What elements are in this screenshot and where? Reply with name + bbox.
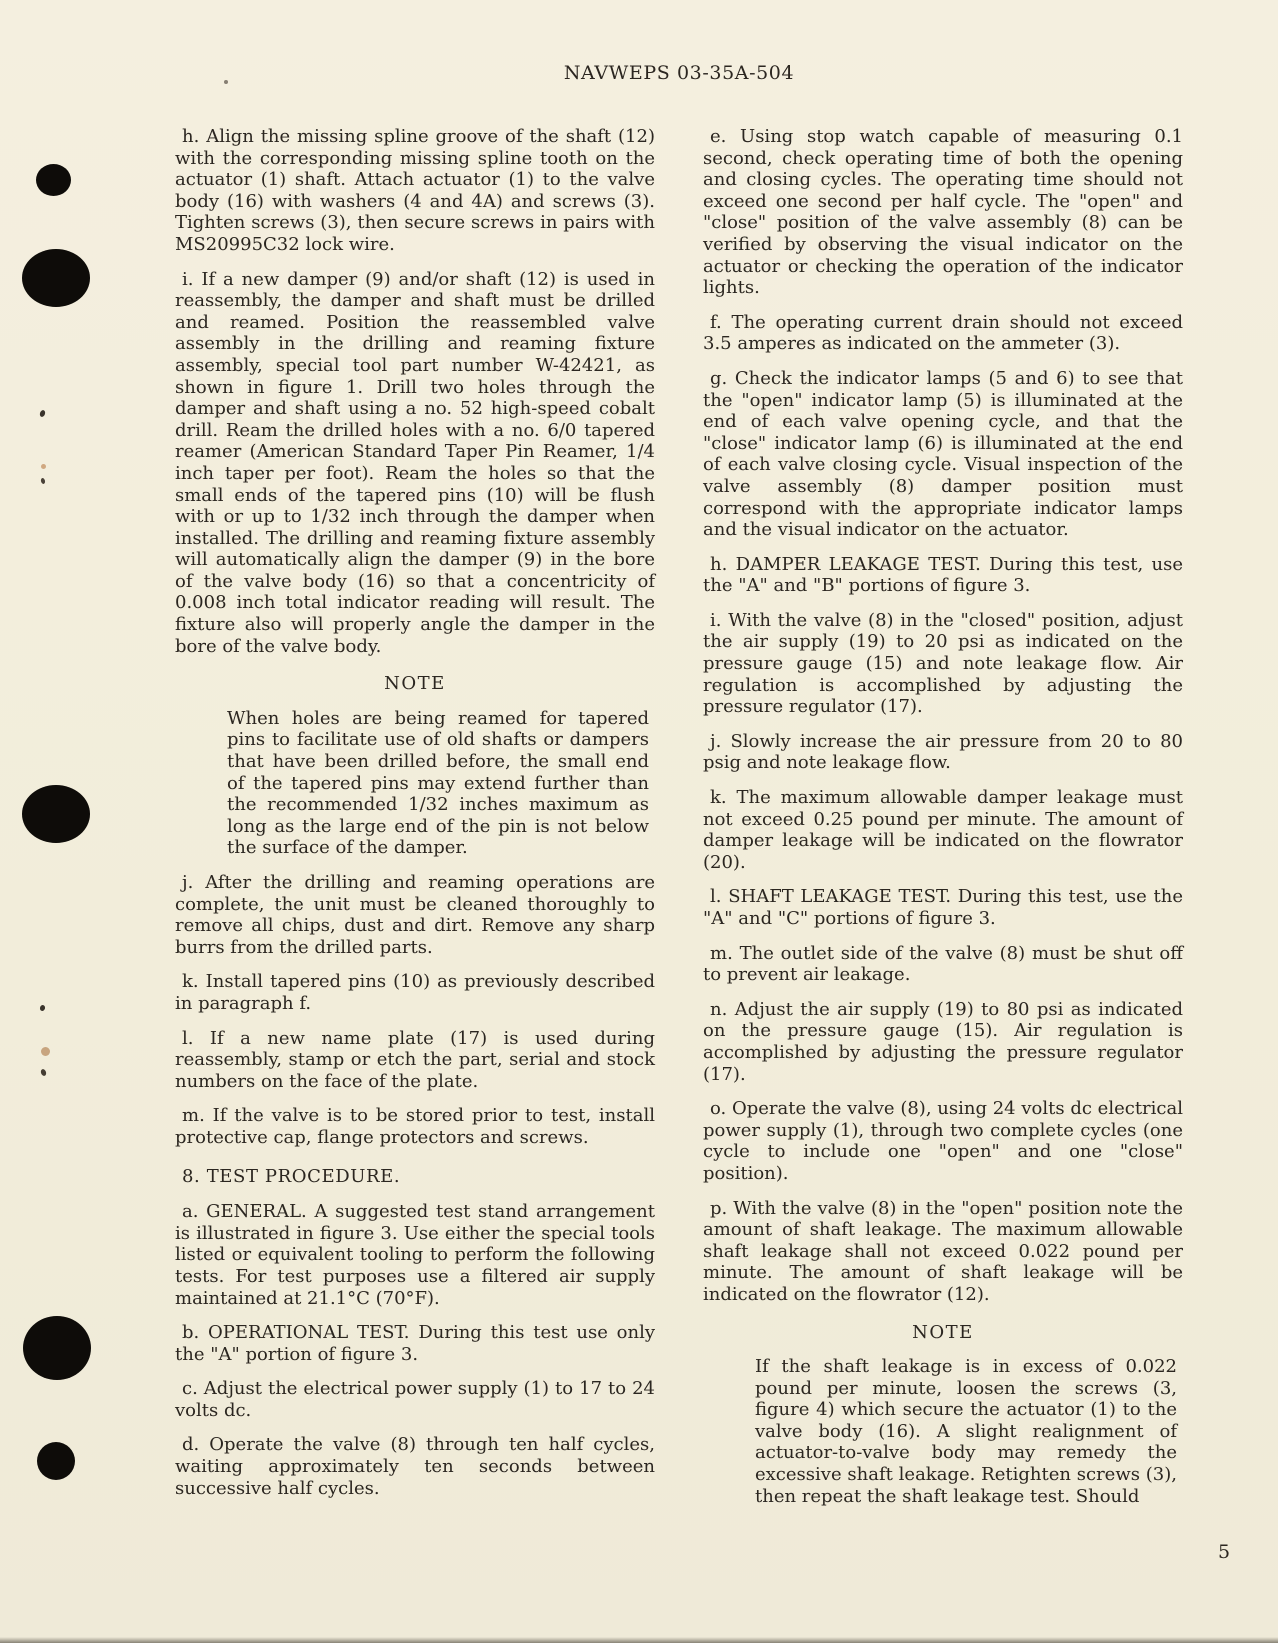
hole-punch-mark-large (22, 249, 90, 307)
scan-bottom-edge (0, 1637, 1278, 1643)
section-heading: 8. TEST PROCEDURE. (182, 1165, 401, 1187)
ink-speck (41, 464, 46, 469)
para: b. OPERATIONAL TEST. During this test use only the "A" portion of figure 3. (175, 1322, 655, 1365)
ink-speck (40, 478, 45, 485)
para: k. Install tapered pins (10) as previously described in paragraph f. (175, 971, 655, 1014)
left-column (175, 126, 655, 1520)
ink-speck (39, 409, 46, 417)
two-column-layout (175, 126, 1183, 1520)
para: e. Using stop watch capable of measuring 0.1 second, check operating time of both the opening and closing cycles. The operating time should not exceed one second per half cycle. The "open" and "close" position of the valve assembly (8) can be verified by observing the visual indicator on the actuator or checking the operation of the indicator lights. (703, 126, 1183, 299)
para: c. Adjust the electrical power supply (1) to 17 to 24 volts dc. (175, 1378, 655, 1421)
para: j. After the drilling and reaming operations are complete, the unit must be cleaned thoroughly to remove all chips, dust and dirt. Remove any sharp burrs from the drilled parts. (175, 872, 655, 958)
page-number: 5 (1218, 1541, 1231, 1563)
note-heading: NOTE (384, 673, 446, 695)
para: d. Operate the valve (8) through ten half cycles, waiting approximately ten seconds between successive half cycles. (175, 1434, 655, 1499)
note-body: If the shaft leakage is in excess of 0.022 pound per minute, loosen the screws (3, figure 4) which secure the actuator (1) to the valve body (16). A slight realignment of actuator-to-valve body may remedy the excessive shaft leakage. Retighten screws (3), then repeat the shaft leakage test. Should (755, 1356, 1177, 1507)
page-header-title: NAVWEPS 03-35A-504 (563, 62, 795, 84)
para: l. SHAFT LEAKAGE TEST. During this test, use the "A" and "C" portions of figure 3. (703, 886, 1183, 929)
para: o. Operate the valve (8), using 24 volts dc electrical power supply (1), through two complete cycles (one cycle to include one "open" and one "close" position). (703, 1098, 1183, 1184)
para: m. The outlet side of the valve (8) must be shut off to prevent air leakage. (703, 942, 1183, 986)
hole-punch-mark-large (23, 1316, 91, 1380)
para: a. GENERAL. A suggested test stand arrangement is illustrated in figure 3. Use either the special tools listed or equivalent tooling to perform the following tests. For test purposes use a filtered air supply maintained at 21.1°C (70°F). (175, 1201, 655, 1309)
text-block (175, 62, 1183, 1520)
right-column (703, 126, 1183, 1520)
para: n. Adjust the air supply (19) to 80 psi as indicated on the pressure gauge (15). Air regulation is accomplished by adjusting the pressure regulator (17). (703, 998, 1183, 1085)
note-heading: NOTE (912, 1321, 974, 1343)
hole-punch-mark-large (22, 785, 90, 843)
note-body: When holes are being reamed for tapered pins to facilitate use of old shafts or dampers that have been drilled before, the small end of the tapered pins may extend further than the recommended 1/32 inches maximum as long as the large end of the pin is not below the surface of the damper. (227, 707, 649, 859)
para: i. If a new damper (9) and/or shaft (12) is used in reassembly, the damper and shaft must be drilled and reamed. Position the reassembled valve assembly in the drilling and reaming fixture assembly, special tool part number W-42421, as shown in figure 1. Drill two holes through the damper and shaft using a no. 52 high-speed cobalt drill. Ream the drilled holes with a no. 6/0 tapered reamer (American Standard Taper Pin Reamer, 1/4 inch taper per foot). Ream the holes so that the small ends of the tapered pins (10) will be flush with or up to 1/32 inch through the damper when installed. The drilling and reaming fixture assembly will automatically align the damper (9) in the bore of the valve body (16) so that a concentricity of 0.008 inch total indicator reading will result. The fixture also will properly angle the damper in the bore of the valve body. (175, 268, 655, 657)
para: f. The operating current drain should not exceed 3.5 amperes as indicated on the ammeter (3). (703, 311, 1183, 355)
para: g. Check the indicator lamps (5 and 6) to see that the "open" indicator lamp (5) is illuminated at the end of each valve opening cycle, and that the "close" indicator lamp (6) is illuminated at the end of each valve closing cycle. Visual inspection of the valve assembly (8) damper position must correspond with the appropriate indicator lamps and the visual indicator on the actuator. (703, 367, 1183, 541)
ink-speck (39, 1004, 45, 1011)
para: j. Slowly increase the air pressure from 20 to 80 psig and note leakage flow. (703, 730, 1183, 774)
para: h. DAMPER LEAKAGE TEST. During this test, use the "A" and "B" portions of figure 3. (703, 553, 1183, 597)
para: p. With the valve (8) in the "open" position note the amount of shaft leakage. The maximum allowable shaft leakage shall not exceed 0.022 pound per minute. The amount of shaft leakage will be indicated on the flowrator (12). (703, 1197, 1183, 1305)
hole-punch-mark-small (36, 164, 71, 196)
para: l. If a new name plate (17) is used during reassembly, stamp or etch the part, serial and stock numbers on the face of the plate. (175, 1027, 655, 1092)
para: m. If the valve is to be stored prior to test, install protective cap, flange protectors and screws. (175, 1105, 655, 1148)
para: i. With the valve (8) in the "closed" position, adjust the air supply (19) to 20 psi as indicated on the pressure gauge (15) and note leakage flow. Air regulation is accomplished by adjusting the pressure regulator (17). (703, 609, 1183, 718)
para: k. The maximum allowable damper leakage must not exceed 0.25 pound per minute. The amount of damper leakage will be indicated on the flowrator (20). (703, 787, 1183, 873)
hole-punch-mark-medium (37, 1442, 75, 1480)
ink-speck (40, 1068, 47, 1076)
ink-speck (41, 1047, 50, 1056)
para: h. Align the missing spline groove of the shaft (12) with the corresponding missing spline tooth on the actuator (1) shaft. Attach actuator (1) to the valve body (16) with washers (4 and 4A) and screws (3). Tighten screws (3), then secure screws in pairs with MS20995C32 lock wire. (175, 126, 655, 255)
